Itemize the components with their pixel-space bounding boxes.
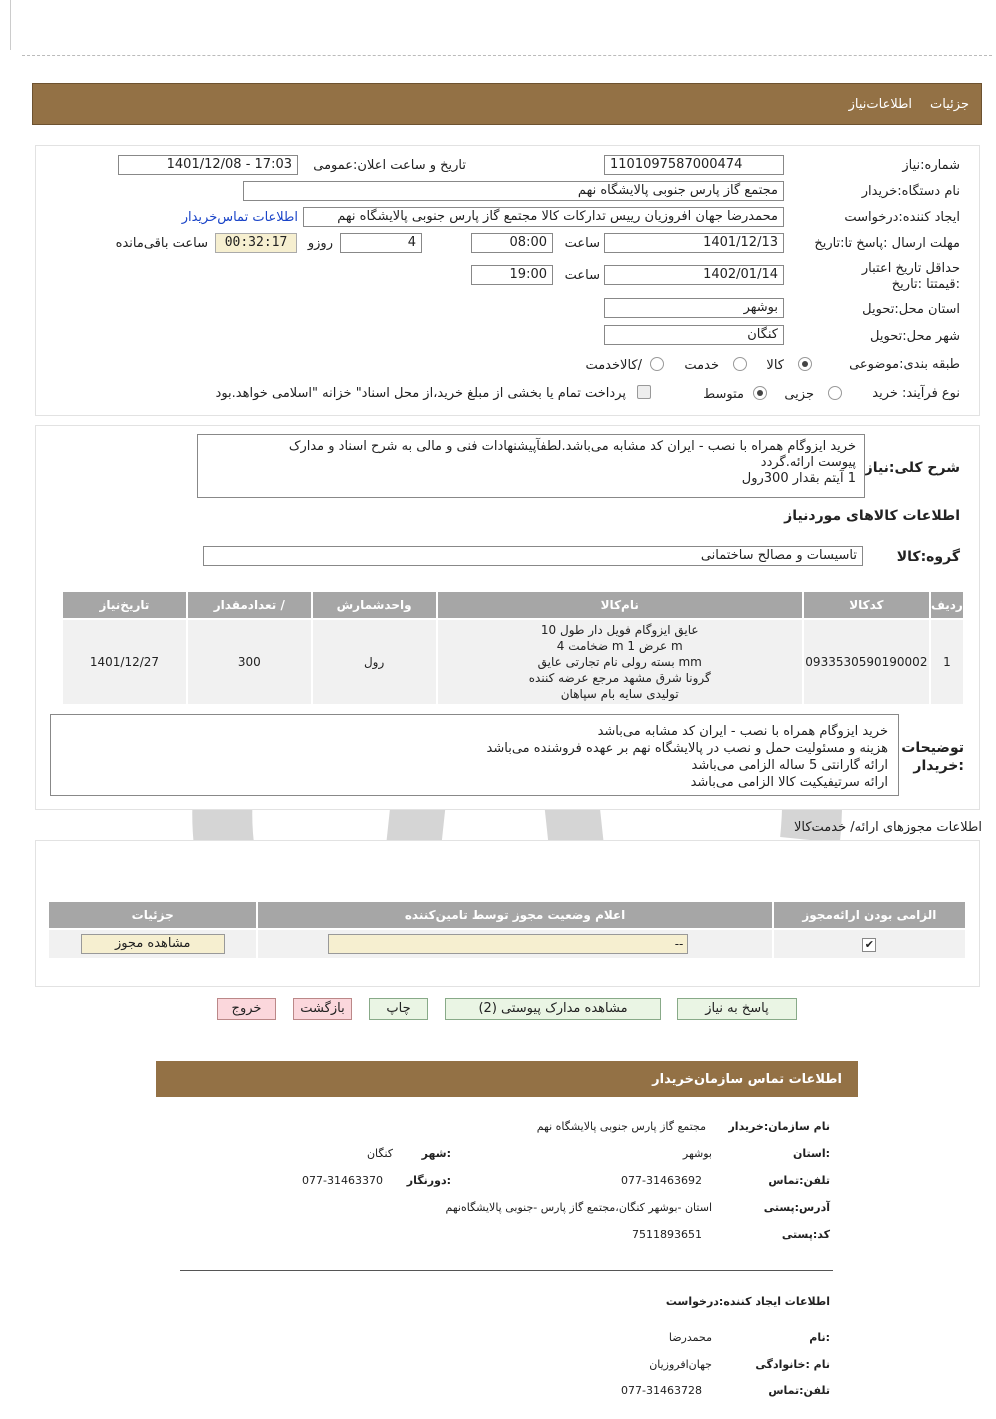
col-date: تاریخ‌نیاز — [63, 592, 186, 618]
city-field: کنگان — [604, 325, 784, 345]
summary-line2: پیوست ارائه.گردد — [760, 455, 856, 470]
buyer-org-label: نام دستگاه:خریدار — [861, 184, 960, 199]
page-header — [32, 83, 982, 125]
creator-name: محمدرضا — [668, 1331, 712, 1344]
radio-partial-label: جزیی — [784, 387, 814, 402]
buyer-note-line2: هزینه و مسئولیت حمل و نصب در پالایشگاه نهم بر عهده فروشنده می‌باشد — [486, 741, 888, 756]
contact-fax: 077-31463370 — [302, 1174, 383, 1187]
col-unit: واحدشمارش — [313, 592, 436, 618]
row-unit: رول — [313, 620, 436, 704]
radio-goods-label: کالا — [766, 358, 784, 373]
row-name-line3: mm بسته رولی نام تجارتی عایق — [537, 655, 702, 669]
back-button[interactable]: بازگشت — [293, 998, 352, 1020]
radio-partial[interactable] — [828, 386, 842, 400]
creator-phone-label: تلفن:تماس — [768, 1384, 830, 1397]
remaining-label: ساعت باقی‌مانده — [115, 236, 208, 251]
announce-date-label: تاریخ و ساعت اعلان:عمومی — [313, 158, 466, 173]
contact-province-label: :استان — [793, 1147, 830, 1160]
col-name: نام‌کالا — [438, 592, 802, 618]
status-cell — [258, 930, 771, 958]
radio-service[interactable] — [733, 357, 747, 371]
contact-org: مجتمع گاز پارس جنوبی پالایشگاه نهم — [536, 1120, 706, 1133]
validity-hour-label: ساعت — [564, 268, 600, 283]
radio-goods[interactable] — [798, 357, 812, 371]
contact-fax-label: :دورنگار — [406, 1174, 451, 1187]
reply-button[interactable]: پاسخ به نیاز — [677, 998, 797, 1020]
row-name-line5: تولیدی سایه بام سپاهان — [560, 687, 679, 701]
summary-box — [197, 434, 865, 498]
treasury-checkbox[interactable] — [637, 385, 651, 399]
creator-name-label: :نام — [809, 1331, 830, 1344]
row-date: 1401/12/27 — [63, 620, 186, 704]
province-field: بوشهر — [604, 298, 784, 318]
validity-date-field: 1402/01/14 — [604, 265, 784, 285]
buyer-contact-link[interactable]: اطلاعات تماس‌خریدار — [181, 210, 298, 225]
buyer-notes-box — [50, 714, 899, 796]
deadline-label: مهلت ارسال :پاسخ تا:تاریخ — [814, 236, 960, 251]
radio-medium[interactable] — [753, 386, 767, 400]
creator-family-label: نام :خانوادگی — [755, 1358, 830, 1371]
table-row — [49, 930, 965, 958]
contact-phone-label: تلفن:تماس — [768, 1174, 830, 1187]
contact-city: کنگان — [366, 1147, 393, 1160]
days-field: 4 — [340, 233, 422, 253]
view-permit-button[interactable]: مشاهده مجوز — [81, 934, 225, 954]
required-cell — [774, 930, 965, 958]
validity-label: حداقل تاریخ اعتبار :قیمتتا :تاریخ — [861, 261, 960, 292]
days-label: روزو — [307, 236, 333, 251]
contact-province: بوشهر — [682, 1147, 712, 1160]
creator-section-title: اطلاعات ایجاد کننده:درخواست — [665, 1295, 830, 1308]
need-number-label: شماره:نیاز — [902, 158, 960, 173]
contact-divider — [180, 1270, 833, 1271]
row-qty: 300 — [188, 620, 311, 704]
buyer-note-line3: ارائه گارانتی 5 ساله الزامی می‌باشد — [691, 758, 888, 773]
deadline-time-field: 08:00 — [471, 233, 553, 253]
payment-note: پرداخت تمام یا بخشی از مبلغ خرید،از محل اسناد" خزانه "اسلامی خواهد.بود — [215, 386, 626, 401]
remaining-timer: 00:32:17 — [215, 233, 297, 253]
goods-group-label: گروه:کالا — [896, 549, 960, 565]
creator-field: محمدرضا جهان افروزیان رییس تداركات كالا مجتمع گاز پارس جنوبی پالایشگاه نهم — [303, 207, 784, 227]
permits-table-header — [49, 902, 965, 928]
creator-label: ایجاد کننده:درخواست — [844, 210, 960, 225]
col-code: کدکالا — [804, 592, 929, 618]
contact-address: استان -بوشهر کنگان،مجتمع گاز پارس -جنوبی پالایشگاه‌نهم — [445, 1201, 712, 1214]
deadline-date-field: 1401/12/13 — [604, 233, 784, 253]
tab-need-info[interactable]: اطلاعات‌نیاز — [848, 96, 913, 112]
process-label: نوع فرآیند: خرید — [872, 386, 960, 401]
contact-city-label: :شهر — [421, 1147, 451, 1160]
contact-phone: 077-31463692 — [621, 1174, 702, 1187]
col-index: ردیف — [931, 592, 963, 618]
contact-postal-label: کد:پستی — [781, 1228, 830, 1241]
city-label: شهر محل:تحویل — [870, 329, 960, 344]
category-label: طبقه بندی:موضوعی — [849, 357, 960, 372]
col-status: اعلام وضعیت مجوز توسط تامین‌کننده — [258, 902, 771, 928]
top-divider — [22, 55, 992, 56]
radio-service-label: خدمت — [684, 358, 719, 373]
contact-postal: 7511893651 — [632, 1228, 702, 1241]
radio-goods-service-label: /کالاخدمت — [585, 358, 642, 373]
radio-goods-service[interactable] — [650, 357, 664, 371]
permits-title: اطلاعات مجوزهای ارائه/ خدمت‌کالا — [793, 820, 982, 835]
row-name-line2: m عرض 1 m ضخامت 4 — [556, 639, 683, 653]
buyer-note-line4: ارائه سرتیفیکیت کالا الزامی می‌باشد — [690, 775, 888, 790]
creator-phone: 077-31463728 — [621, 1384, 702, 1397]
row-name-line4: گرونا شرق مشهد مرجع عرضه کننده — [528, 671, 711, 685]
goods-table — [61, 590, 965, 706]
left-divider — [10, 0, 11, 50]
tab-details[interactable]: جزئیات — [930, 96, 969, 112]
announce-date-field: 1401/12/08 - 17:03 — [118, 155, 298, 175]
col-qty: / تعدادمقدار — [188, 592, 311, 618]
status-field: -- — [328, 934, 688, 954]
contact-section-header: اطلاعات تماس سازمان‌خریدار — [156, 1061, 858, 1097]
details-cell — [49, 930, 256, 958]
radio-medium-label: متوسط — [703, 387, 744, 402]
row-code: 0933530590190002 — [804, 620, 929, 704]
permits-table — [47, 900, 967, 960]
buyer-notes-label1: توضیحات — [901, 740, 964, 756]
buyer-note-line1: خرید ایزوگام همراه با نصب - ایران کد مشابه می‌باشد — [597, 724, 888, 739]
print-button[interactable]: چاپ — [369, 998, 428, 1020]
contact-address-label: آدرس:پستی — [763, 1201, 830, 1214]
col-required: الزامی بودن ارائه‌مجوز — [774, 902, 965, 928]
row-name — [438, 620, 802, 704]
required-checkbox[interactable]: ✔ — [862, 938, 876, 952]
col-details: جزئیات — [49, 902, 256, 928]
contact-org-label: نام سازمان:خریدار — [728, 1120, 830, 1133]
summary-line3: 1 آیتم بقدار 300رول — [741, 471, 856, 486]
creator-family: جهان‌افروزیان — [649, 1358, 712, 1371]
attachments-button[interactable]: مشاهده مدارک پیوستی (2) — [445, 998, 661, 1020]
deadline-hour-label: ساعت — [564, 236, 600, 251]
validity-time-field: 19:00 — [471, 265, 553, 285]
exit-button[interactable]: خروج — [217, 998, 276, 1020]
buyer-org-field: مجتمع گاز پارس جنوبی پالایشگاه نهم — [243, 181, 784, 201]
buyer-notes-label2: :خریدار — [913, 758, 964, 774]
row-name-line1: عایق ایزوگام فویل دار طول 10 — [540, 623, 699, 637]
goods-section-title: اطلاعات کالاهای موردنیاز — [784, 508, 960, 524]
summary-label: شرح کلی:نیاز — [864, 460, 960, 476]
table-row — [63, 620, 963, 704]
row-index: 1 — [931, 620, 963, 704]
goods-group-field: تاسیسات و مصالح ساختمانی — [203, 546, 863, 566]
goods-table-header — [63, 592, 963, 618]
need-number-field: 1101097587000474 — [604, 155, 784, 175]
summary-line1: خرید ایزوگام همراه با نصب - ایران کد مشابه می‌باشد.لطفآپیشنهادات فنی و مالی به شرح اسناد و مدارک — [288, 439, 856, 454]
province-label: استان محل:تحویل — [862, 302, 960, 317]
